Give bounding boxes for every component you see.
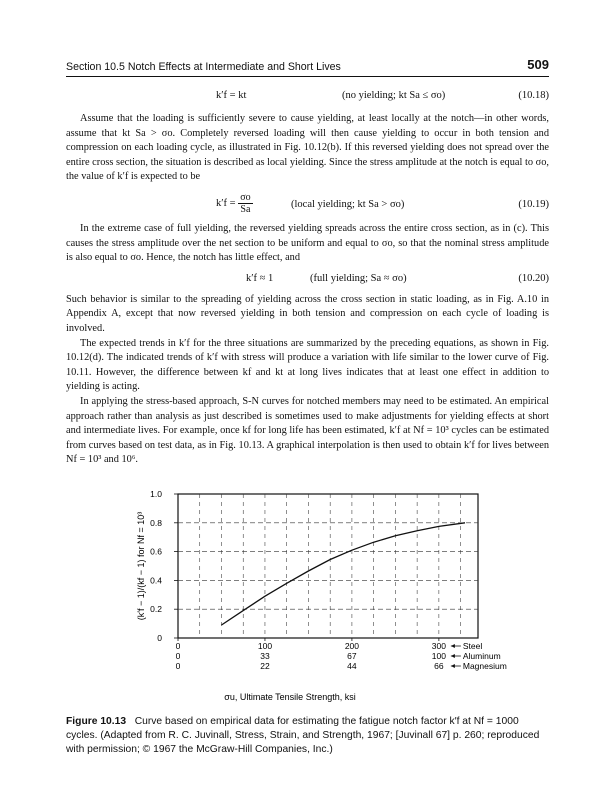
x-tick-label-aluminum: 33 bbox=[260, 651, 270, 661]
data-curve bbox=[222, 523, 466, 625]
material-label-aluminum: Aluminum bbox=[462, 651, 501, 661]
x-tick-label-steel: 300 bbox=[431, 641, 446, 651]
section-title: Section 10.5 Notch Effects at Intermediate and Short Lives bbox=[66, 61, 341, 73]
y-tick-label: 0.6 bbox=[150, 546, 162, 557]
eq20-condition: (full yielding; Sa ≈ σo) bbox=[310, 272, 407, 284]
legend-arrowhead-magnesium bbox=[451, 664, 455, 668]
plot-frame bbox=[178, 494, 478, 638]
y-tick-label: 0.2 bbox=[150, 604, 162, 615]
equation-10-20 bbox=[66, 270, 549, 291]
caption-text: Curve based on empirical data for estimating the fatigue notch factor k′f at Nf = 1000 cycles. (Adapted from R. C. Juvinall, Stress, Strain, and Strength, 1967; [Juvinall 67] p. 260; reproduced with permission; © 1967 the McGraw-Hill Companies, Inc.) bbox=[66, 716, 540, 755]
header-rule bbox=[66, 76, 549, 77]
x-tick-label-steel: 0 bbox=[175, 641, 181, 651]
equation-10-18 bbox=[66, 87, 549, 108]
figure-caption bbox=[66, 715, 549, 757]
eq19-condition: (local yielding; kt Sa > σo) bbox=[291, 198, 405, 210]
eq20-number: (10.20) bbox=[518, 272, 549, 284]
legend-arrowhead-steel bbox=[451, 644, 455, 648]
x-tick-label-magnesium: 22 bbox=[260, 661, 270, 671]
y-tick-label: 0.8 bbox=[150, 517, 162, 528]
eq19-denominator: Sa bbox=[240, 203, 251, 215]
eq19-numerator: σo bbox=[240, 191, 251, 203]
y-tick-label: 0 bbox=[157, 633, 162, 643]
eq18-condition: (no yielding; kt Sa ≤ σo) bbox=[342, 90, 446, 101]
paragraph-4: The expected trends in k′f for the three situations are summarized by the preceding equations, as shown in Fig. 10.12(d). The indicated trends of k′f with stress will produce a variation with life similar to the lower curve of Fig. 10.11. However, the difference between kf and kt at long lives indicates that at least one effect in addition to yielding is acting. bbox=[66, 337, 549, 393]
paragraph-2: In the extreme case of full yielding, the reversed yielding spreads across the entire cross section, as in (c). This causes the stress amplitude over the net section to be uniform and equal to σo, so that the nominal stress amplitude is also equal to σo. Hence, the notch has little effect, and bbox=[66, 222, 549, 264]
x-tick-label-steel: 100 bbox=[257, 641, 273, 651]
x-tick-label-steel: 200 bbox=[344, 641, 360, 651]
paragraph-5: In applying the stress-based approach, S-N curves for notched members may need to be estimated. An empirical approach rather than analysis as just described is sometimes used to make adjustments for yielding effects at short and intermediate lives. For example, once kf for long life has been estimated, k′f at Nf = 10³ cycles can be estimated from curves based on test data, as in Fig. 10.13. A graphical interpolation is then used to obtain k′f for lives between Nf = 10³ and 10⁶. bbox=[66, 395, 549, 466]
eq19-lhs: k′f = bbox=[216, 197, 236, 209]
y-tick-labels bbox=[150, 489, 178, 643]
x-tick-label-aluminum: 67 bbox=[347, 651, 357, 661]
equation-10-19 bbox=[66, 190, 549, 220]
eq19-fraction bbox=[238, 192, 252, 215]
x-axis-label: σu, Ultimate Tensile Strength, ksi bbox=[224, 692, 356, 702]
eq19-number: (10.19) bbox=[518, 198, 549, 210]
x-tick-label-aluminum: 0 bbox=[175, 651, 181, 661]
legend-arrowhead-aluminum bbox=[451, 654, 455, 658]
eq18-lhs: k′f = kt bbox=[216, 90, 247, 101]
material-label-magnesium: Magnesium bbox=[462, 661, 507, 671]
eq20-lhs: k′f ≈ 1 bbox=[246, 272, 274, 284]
y-axis-label: (k′f − 1)/(kf − 1) for Nf = 10³ bbox=[136, 511, 146, 621]
x-tick-labels bbox=[176, 638, 507, 671]
caption-label: Figure 10.13 bbox=[66, 716, 127, 727]
page-number: 509 bbox=[527, 57, 549, 72]
paragraph-3: Such behavior is similar to the spreading of yielding across the cross section in static loading, as in Fig. A.10 in Appendix A, except that now reversed yielding in both tension and compression on each cycle of loading is involved. bbox=[66, 293, 549, 334]
grid bbox=[178, 494, 478, 638]
x-tick-label-magnesium: 44 bbox=[347, 661, 357, 671]
eq19-lhs-group bbox=[216, 192, 253, 215]
y-tick-label: 0.4 bbox=[150, 575, 162, 586]
paragraph-1: Assume that the loading is sufficiently severe to cause yielding, at least locally at the notch—in other words, assume that kt Sa > σo. Completely reversed loading will then cause yielding to occur in both tension and compression on each loading cycle, as illustrated in Fig. 10.12(b). If this reversed yielding does not spread over the entire cross section, the situation is described as local yielding. Since the stress amplitude at the notch is equal to σo, the value of k′f is expected to be bbox=[66, 113, 549, 183]
running-header bbox=[66, 57, 549, 77]
notch-factor-chart bbox=[130, 486, 530, 706]
x-tick-label-magnesium: 66 bbox=[434, 661, 444, 671]
x-tick-label-aluminum: 100 bbox=[431, 651, 446, 661]
y-tick-label: 1.0 bbox=[150, 489, 162, 499]
body-text bbox=[66, 87, 549, 468]
material-label-steel: Steel bbox=[462, 641, 483, 651]
eq18-number: (10.18) bbox=[518, 90, 549, 101]
x-tick-label-magnesium: 0 bbox=[175, 661, 181, 671]
